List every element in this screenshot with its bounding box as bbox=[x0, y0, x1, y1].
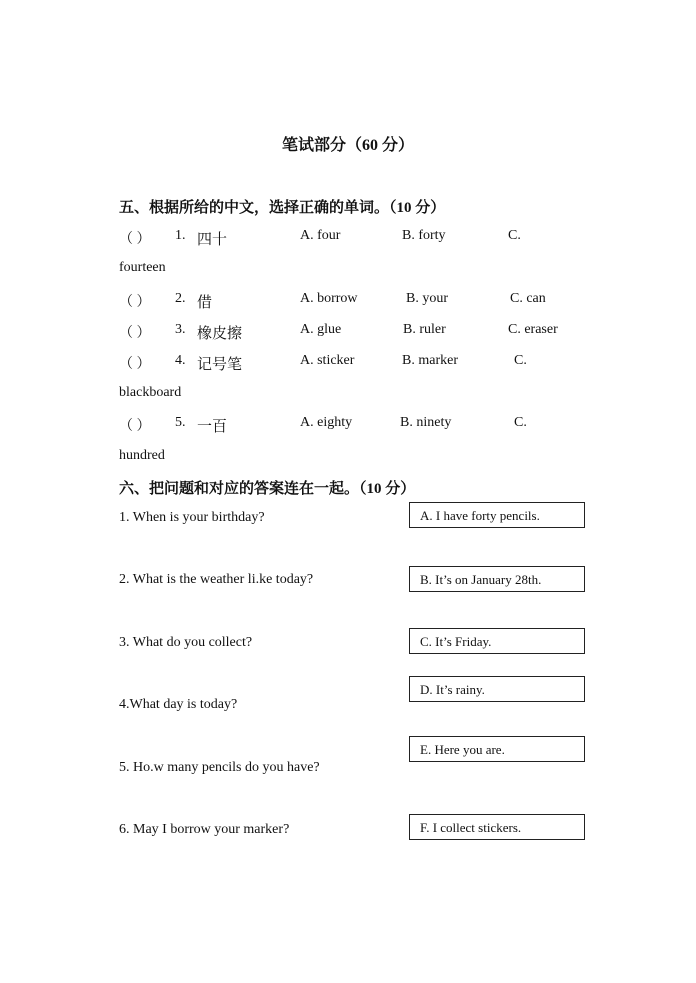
item-number: 2. bbox=[175, 291, 186, 306]
answer-box-d[interactable]: D. It’s rainy. bbox=[409, 676, 585, 702]
option-a: A. sticker bbox=[300, 353, 355, 368]
section-5-heading: 五、根据所给的中文，选择正确的单词。（10 分） bbox=[119, 200, 446, 216]
answer-box-c[interactable]: C. It’s Friday. bbox=[409, 628, 585, 654]
answer-box-a[interactable]: A. I have forty pencils. bbox=[409, 502, 585, 528]
choice-item-3 bbox=[119, 322, 579, 344]
item-number: 1. bbox=[175, 228, 186, 243]
question-1: 1. When is your birthday? bbox=[119, 510, 265, 525]
question-5: 5. Ho.w many pencils do you have? bbox=[119, 760, 320, 775]
chinese-word: 借 bbox=[197, 293, 213, 311]
page-title: 笔试部分（60 分） bbox=[281, 137, 414, 154]
section-6-heading: 六、把问题和对应的答案连在一起。（10 分） bbox=[119, 481, 416, 497]
question-2: 2. What is the weather li.ke today? bbox=[119, 572, 314, 587]
option-b: B. ruler bbox=[403, 322, 446, 337]
option-a: A. eighty bbox=[300, 415, 353, 430]
item-number: 3. bbox=[175, 322, 186, 337]
option-c-wrap: blackboard bbox=[119, 385, 182, 400]
item-number: 4. bbox=[175, 353, 186, 368]
option-a: A. glue bbox=[300, 322, 342, 337]
option-c: C. bbox=[514, 415, 527, 430]
option-a: A. borrow bbox=[300, 291, 358, 306]
question-4: 4.What day is today? bbox=[119, 697, 238, 712]
answer-blank[interactable]: （ ） bbox=[119, 326, 151, 341]
option-c: C. eraser bbox=[508, 322, 558, 337]
chinese-word: 一百 bbox=[197, 417, 228, 435]
option-b: B. marker bbox=[402, 353, 458, 368]
answer-blank[interactable]: （ ） bbox=[119, 357, 151, 372]
answer-box-e[interactable]: E. Here you are. bbox=[409, 736, 585, 762]
question-6: 6. May I borrow your marker? bbox=[119, 822, 290, 837]
answer-box-b[interactable]: B. It’s on January 28th. bbox=[409, 566, 585, 592]
choice-item-2 bbox=[119, 291, 579, 313]
question-3: 3. What do you collect? bbox=[119, 635, 253, 650]
option-c-wrap: hundred bbox=[119, 448, 165, 463]
answer-blank[interactable]: （ ） bbox=[119, 295, 151, 310]
choice-item-5 bbox=[119, 415, 579, 437]
option-a: A. four bbox=[300, 228, 341, 243]
option-b: B. forty bbox=[402, 228, 446, 243]
option-c-wrap: fourteen bbox=[119, 260, 166, 275]
option-c: C. can bbox=[510, 291, 546, 306]
option-c: C. bbox=[508, 228, 521, 243]
chinese-word: 记号笔 bbox=[197, 355, 243, 373]
item-number: 5. bbox=[175, 415, 186, 430]
choice-item-1 bbox=[119, 228, 579, 250]
chinese-word: 橡皮擦 bbox=[197, 324, 243, 342]
option-b: B. your bbox=[406, 291, 448, 306]
answer-blank[interactable]: （ ） bbox=[119, 232, 151, 247]
option-c: C. bbox=[514, 353, 527, 368]
answer-blank[interactable]: （ ） bbox=[119, 419, 151, 434]
chinese-word: 四十 bbox=[197, 230, 228, 248]
option-b: B. ninety bbox=[400, 415, 452, 430]
choice-item-4 bbox=[119, 353, 579, 375]
answer-box-f[interactable]: F. I collect stickers. bbox=[409, 814, 585, 840]
